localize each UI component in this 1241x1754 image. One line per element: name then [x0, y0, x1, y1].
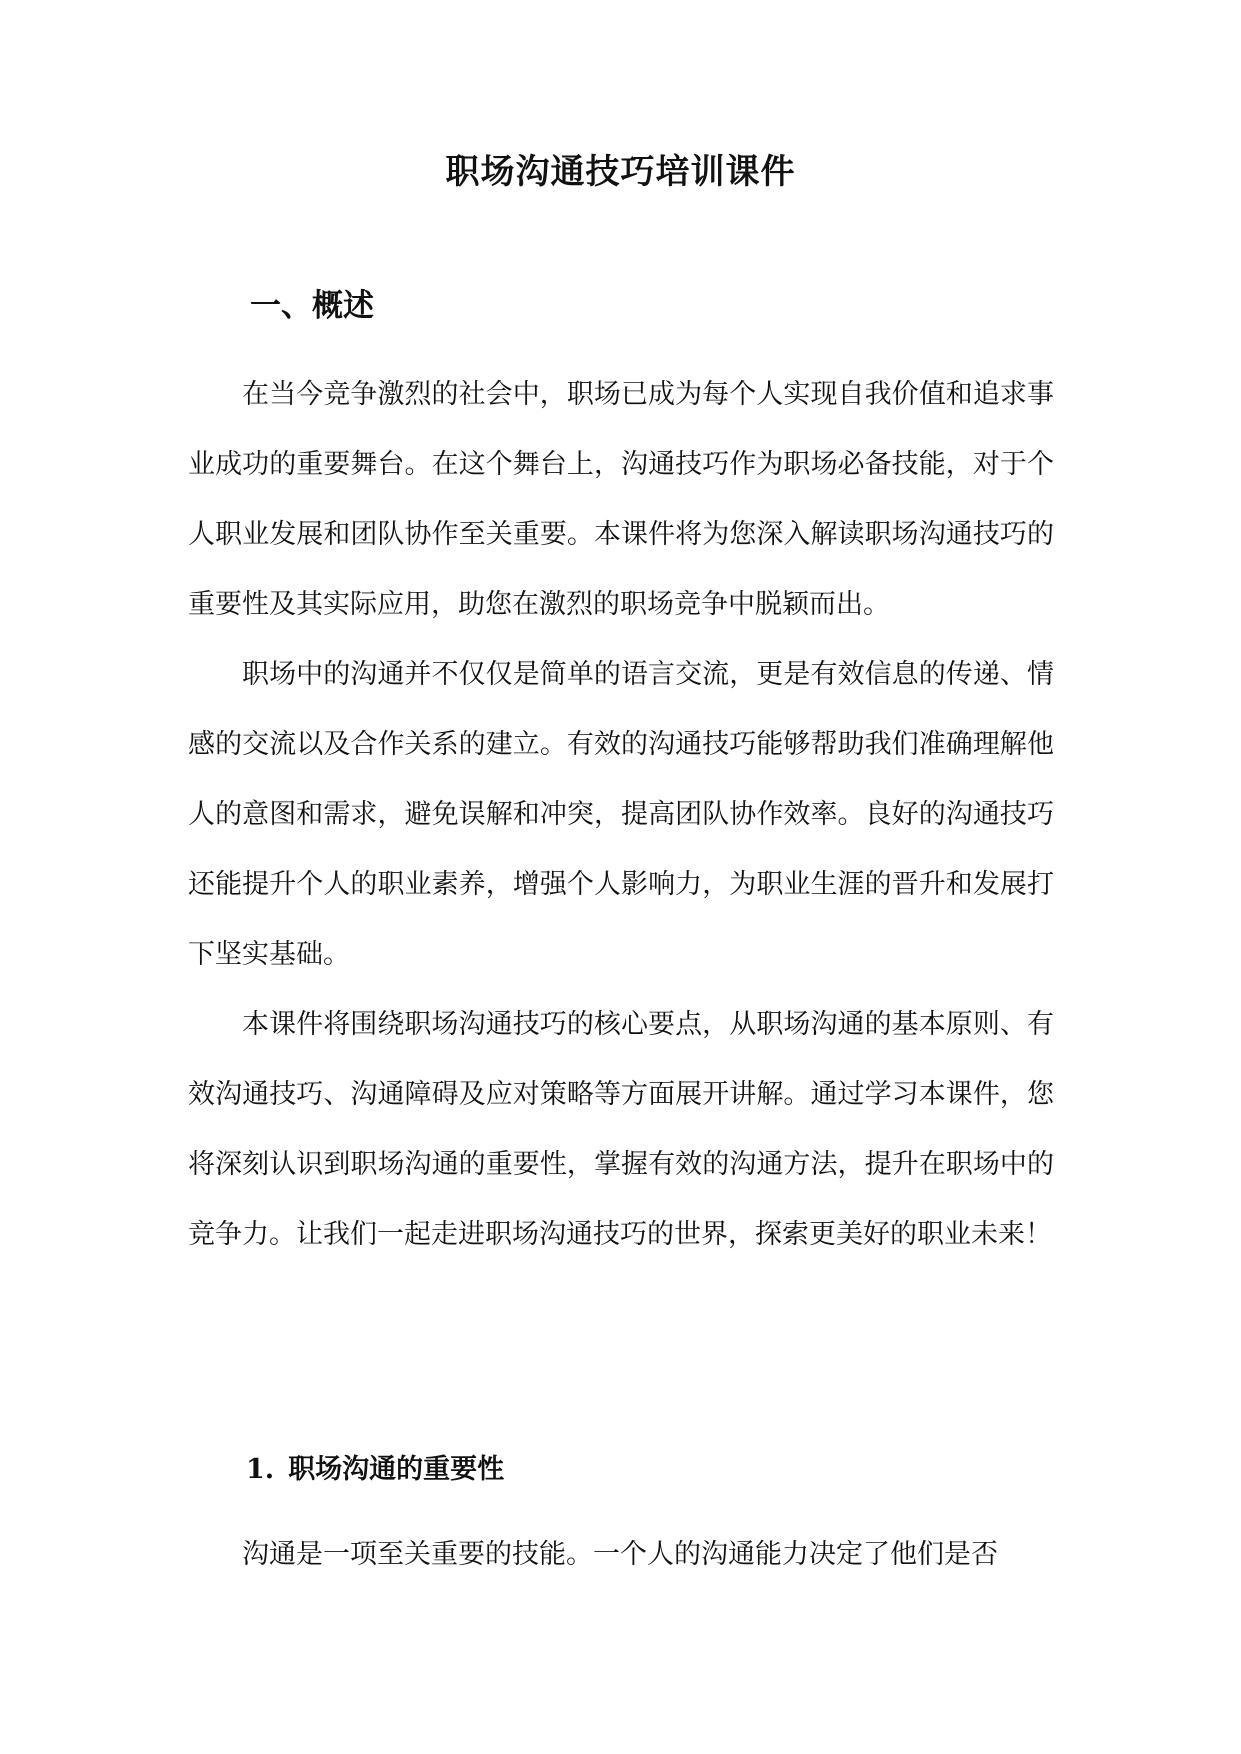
subsection-heading: [246, 1450, 504, 1490]
subsection-title: 职场沟通的重要性: [288, 1454, 505, 1485]
subsection-number: 1.: [246, 1454, 275, 1485]
subsection-body: [188, 1520, 1054, 1590]
section-heading-overview: 一、概述: [250, 288, 374, 324]
section-body-overview: [188, 360, 1054, 1270]
paragraph: 沟通是一项至关重要的技能。一个人的沟通能力决定了他们是否: [242, 1539, 998, 1570]
paragraph: 本课件将围绕职场沟通技巧的核心要点，从职场沟通的基本原则、有效沟通技巧、沟通障碍及应对策略等方面展开讲解。通过学习本课件，您将深刻认识到职场沟通的重要性，掌握有效的沟通方法，提升在职场中的竞争力。让我们一起走进职场沟通技巧的世界，探索更美好的职业未来！: [188, 1009, 1054, 1250]
paragraph: 职场中的沟通并不仅仅是简单的语言交流，更是有效信息的传递、情感的交流以及合作关系的建立。有效的沟通技巧能够帮助我们准确理解他人的意图和需求，避免误解和冲突，提高团队协作效率。良好的沟通技巧还能提升个人的职业素养，增强个人影响力，为职业生涯的晋升和发展打下坚实基础。: [188, 659, 1054, 970]
paragraph: 在当今竞争激烈的社会中，职场已成为每个人实现自我价值和追求事业成功的重要舞台。在这个舞台上，沟通技巧作为职场必备技能，对于个人职业发展和团队协作至关重要。本课件将为您深入解读职场沟通技巧的重要性及其实际应用，助您在激烈的职场竞争中脱颖而出。: [188, 379, 1054, 620]
document-title: 职场沟通技巧培训课件: [445, 152, 796, 192]
